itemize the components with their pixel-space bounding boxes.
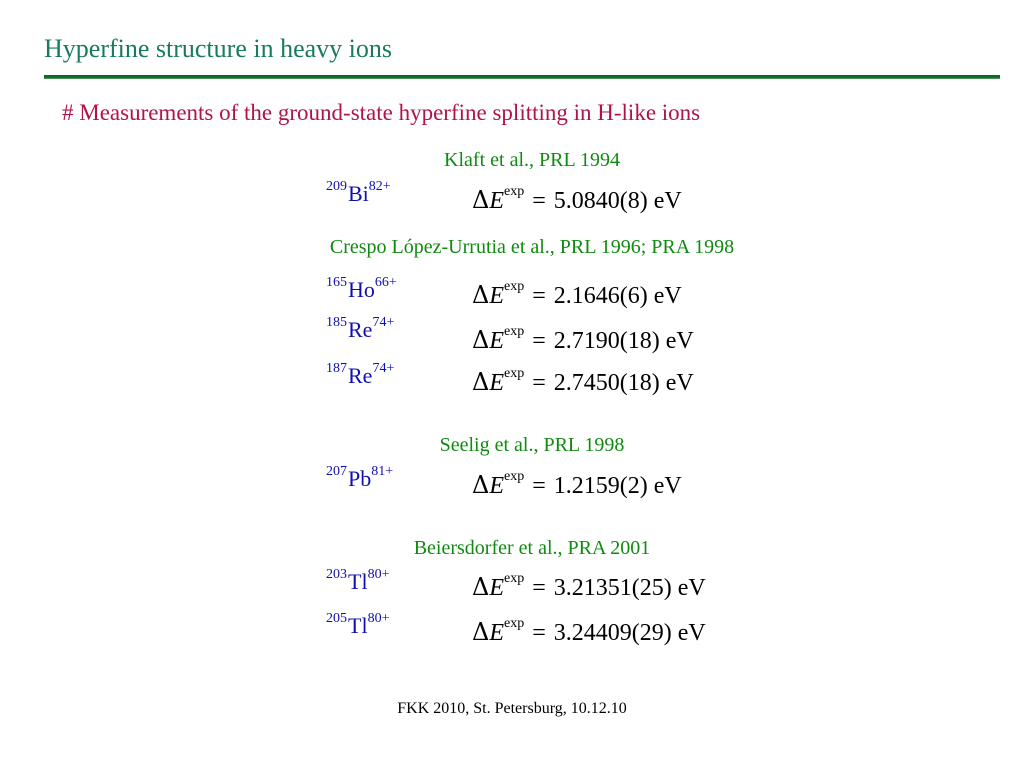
ion-label — [326, 178, 391, 207]
delta-symbol: Δ — [472, 186, 490, 214]
ion-label — [326, 314, 395, 343]
charge-state: 66+ — [374, 274, 397, 290]
charge-state: 80+ — [367, 566, 390, 582]
mass-number: 185 — [326, 314, 347, 330]
charge-state: 74+ — [372, 360, 395, 376]
exp-superscript: exp — [504, 571, 525, 586]
delta-symbol: Δ — [472, 326, 490, 354]
hfs-equation — [472, 281, 682, 310]
equals-sign: = — [532, 283, 546, 309]
element-symbol: Tl — [348, 613, 368, 638]
exp-superscript: exp — [504, 324, 525, 339]
hfs-value: 3.21351(25) eV — [553, 575, 706, 601]
ion-label — [326, 463, 394, 492]
mass-number: 205 — [326, 610, 347, 626]
delta-symbol: Δ — [472, 368, 490, 396]
exp-superscript: exp — [504, 469, 525, 484]
charge-state: 81+ — [371, 463, 394, 479]
hfs-value: 2.7450(18) eV — [553, 370, 694, 396]
exp-superscript: exp — [504, 366, 525, 381]
delta-symbol: Δ — [472, 471, 490, 499]
reference-seelig: Seelig et al., PRL 1998 — [439, 434, 625, 456]
energy-symbol: E — [489, 473, 505, 499]
hfs-value: 2.1646(6) eV — [553, 283, 682, 309]
element-symbol: Bi — [348, 181, 369, 206]
ion-label — [326, 274, 397, 303]
exp-superscript: exp — [504, 616, 525, 631]
hfs-equation — [472, 326, 694, 355]
element-symbol: Re — [348, 317, 373, 342]
delta-symbol: Δ — [472, 618, 490, 646]
exp-superscript: exp — [504, 279, 525, 294]
hfs-equation — [472, 186, 682, 215]
equals-sign: = — [532, 370, 546, 396]
energy-symbol: E — [489, 283, 505, 309]
hfs-value: 5.0840(8) eV — [553, 188, 682, 214]
hfs-equation — [472, 368, 694, 397]
slide-footer: FKK 2010, St. Petersburg, 10.12.10 — [397, 700, 627, 717]
mass-number: 203 — [326, 566, 347, 582]
reference-klaft: Klaft et al., PRL 1994 — [444, 149, 620, 171]
ion-label — [326, 566, 390, 595]
reference-crespo: Crespo López-Urrutia et al., PRL 1996; PRA 1998 — [329, 236, 735, 258]
mass-number: 209 — [326, 178, 347, 194]
energy-symbol: E — [489, 328, 505, 354]
energy-symbol: E — [489, 370, 505, 396]
equals-sign: = — [532, 473, 546, 499]
charge-state: 74+ — [372, 314, 395, 330]
ion-label — [326, 610, 390, 639]
charge-state: 80+ — [367, 610, 390, 626]
hfs-value: 3.24409(29) eV — [553, 620, 706, 646]
equals-sign: = — [532, 575, 546, 601]
hfs-equation — [472, 618, 706, 647]
reference-beiersdorfer: Beiersdorfer et al., PRA 2001 — [413, 537, 651, 559]
hfs-equation — [472, 573, 706, 602]
equals-sign: = — [532, 620, 546, 646]
ion-label — [326, 360, 395, 389]
slide-title: Hyperfine structure in heavy ions — [44, 34, 393, 63]
charge-state: 82+ — [368, 178, 391, 194]
energy-symbol: E — [489, 620, 505, 646]
mass-number: 207 — [326, 463, 347, 479]
exp-superscript: exp — [504, 184, 525, 199]
title-divider — [44, 75, 1000, 79]
hfs-value: 2.7190(18) eV — [553, 328, 694, 354]
element-symbol: Ho — [348, 277, 375, 302]
delta-symbol: Δ — [472, 573, 490, 601]
element-symbol: Re — [348, 363, 373, 388]
element-symbol: Pb — [348, 466, 372, 491]
slide-subtitle: # Measurements of the ground-state hyperfine splitting in H-like ions — [62, 100, 701, 125]
mass-number: 165 — [326, 274, 347, 290]
energy-symbol: E — [489, 188, 505, 214]
hfs-value: 1.2159(2) eV — [553, 473, 682, 499]
delta-symbol: Δ — [472, 281, 490, 309]
equals-sign: = — [532, 328, 546, 354]
element-symbol: Tl — [348, 569, 368, 594]
hfs-equation — [472, 471, 682, 500]
mass-number: 187 — [326, 360, 347, 376]
energy-symbol: E — [489, 575, 505, 601]
equals-sign: = — [532, 188, 546, 214]
